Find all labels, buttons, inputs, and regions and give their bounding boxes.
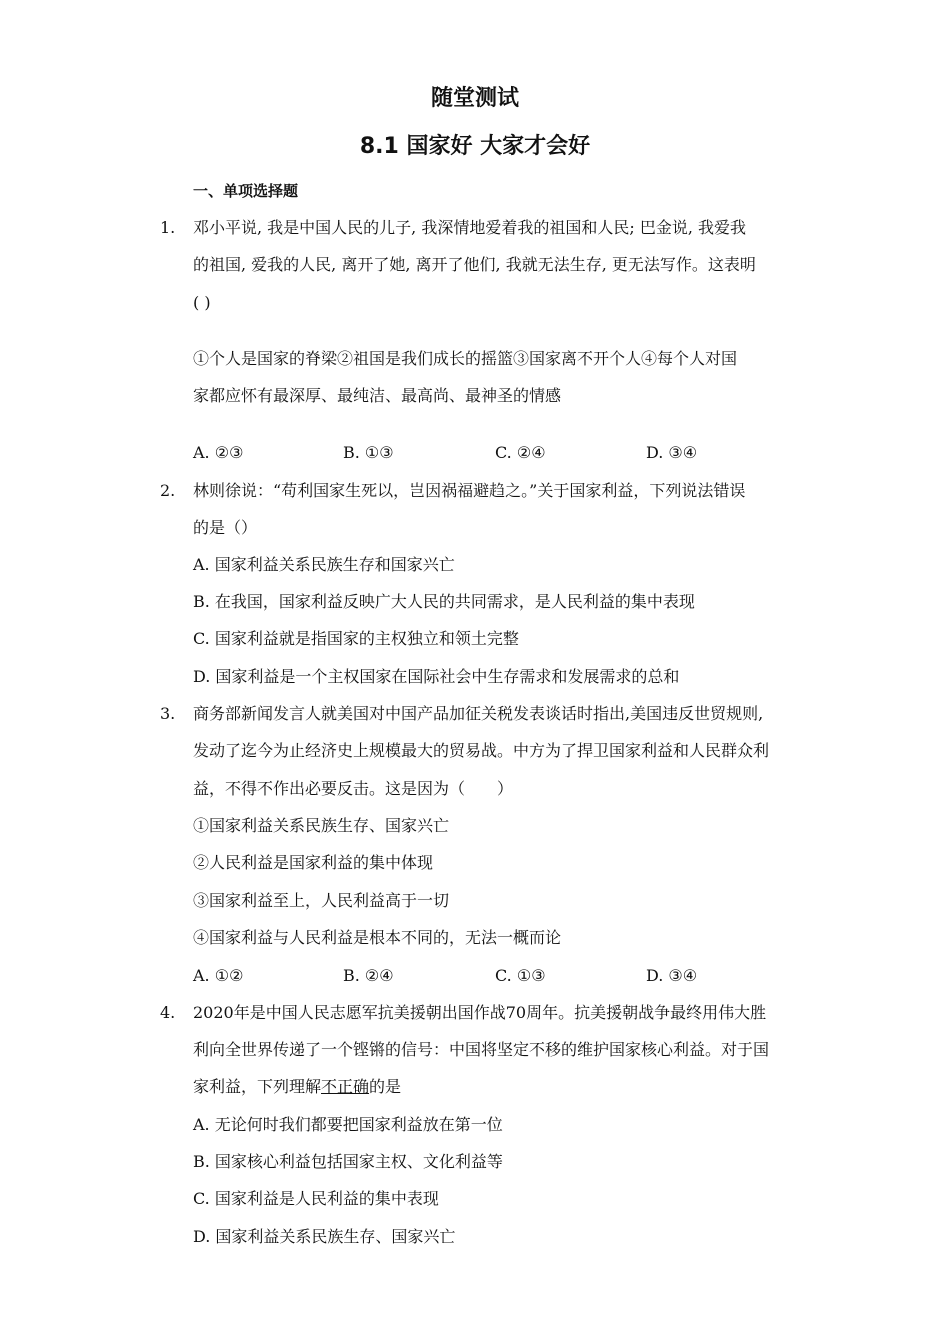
page-title: 随堂测试 — [430, 86, 519, 111]
question-text-line: 发动了迄今为止经济史上规模最大的贸易战。中方为了捍卫国家利益和人民群众利 — [193, 741, 770, 760]
question-text-fragment: 的是 — [369, 1077, 402, 1096]
option-b: B. ①③ — [343, 443, 394, 462]
question-number: 3. — [160, 704, 176, 723]
question-text-line: 林则徐说：“苟利国家生死以，岂因祸福避趋之。”关于国家利益，下列说法错误 — [193, 481, 746, 500]
option-b: B. ②④ — [343, 966, 394, 985]
question-text-fragment: 家利益，下列理解 — [193, 1077, 322, 1096]
option-a: A. ②③ — [193, 443, 244, 462]
question-text-line: 商务部新闻发言人就美国对中国产品加征关税发表谈话时指出,美国违反世贸规则, — [193, 704, 764, 723]
question-number: 1. — [160, 218, 176, 237]
page-subtitle: 8.1 国家好 大家才会好 — [359, 134, 591, 159]
statement-line: ③国家利益至上，人民利益高于一切 — [193, 891, 450, 910]
question-number: 2. — [160, 481, 176, 500]
option-d: D. 国家利益关系民族生存、国家兴亡 — [193, 1227, 456, 1246]
option-c: C. 国家利益就是指国家的主权独立和领土完整 — [193, 629, 519, 648]
option-c: C. ①③ — [495, 966, 546, 985]
question-text-line: ( ) — [193, 293, 211, 312]
option-a: A. 无论何时我们都要把国家利益放在第一位 — [193, 1115, 503, 1134]
statement-line: 家都应怀有最深厚、最纯洁、最高尚、最神圣的情感 — [193, 386, 562, 405]
option-b: B. 国家核心利益包括国家主权、文化利益等 — [193, 1152, 503, 1171]
question-number: 4. — [160, 1003, 176, 1022]
underlined-keyword: 不正确 — [321, 1077, 370, 1096]
option-b: B. 在我国，国家利益反映广大人民的共同需求，是人民利益的集中表现 — [193, 592, 695, 611]
option-d: D. ③④ — [646, 443, 698, 462]
question-text-line — [193, 1075, 813, 1099]
statement-line: ①个人是国家的脊梁②祖国是我们成长的摇篮③国家离不开个人④每个人对国 — [193, 349, 738, 368]
question-text-line: 益，不得不作出必要反击。这是因为（ ） — [193, 779, 514, 798]
option-c: C. 国家利益是人民利益的集中表现 — [193, 1189, 439, 1208]
statement-line: ②人民利益是国家利益的集中体现 — [193, 853, 434, 872]
option-c: C. ②④ — [495, 443, 546, 462]
statement-line: ①国家利益关系民族生存、国家兴亡 — [193, 816, 450, 835]
question-text-line: 邓小平说, 我是中国人民的儿子, 我深情地爱着我的祖国和人民; 巴金说, 我爱我 — [193, 218, 746, 237]
question-text-line: 的祖国, 爱我的人民, 离开了她, 离开了他们, 我就无法生存, 更无法写作。这表明 — [193, 255, 756, 274]
option-d: D. 国家利益是一个主权国家在国际社会中生存需求和发展需求的总和 — [193, 667, 680, 686]
question-text-line: 2020年是中国人民志愿军抗美援朝出国作战70周年。抗美援朝战争最终用伟大胜 — [193, 1003, 767, 1022]
option-a: A. ①② — [193, 966, 244, 985]
question-text-line: 利向全世界传递了一个铿锵的信号：中国将坚定不移的维护国家核心利益。对于国 — [193, 1040, 770, 1059]
section-heading: 一、单项选择题 — [193, 182, 299, 200]
question-text-line: 的是（） — [193, 518, 258, 537]
statement-line: ④国家利益与人民利益是根本不同的，无法一概而论 — [193, 928, 562, 947]
option-d: D. ③④ — [646, 966, 698, 985]
option-a: A. 国家利益关系民族生存和国家兴亡 — [193, 555, 455, 574]
